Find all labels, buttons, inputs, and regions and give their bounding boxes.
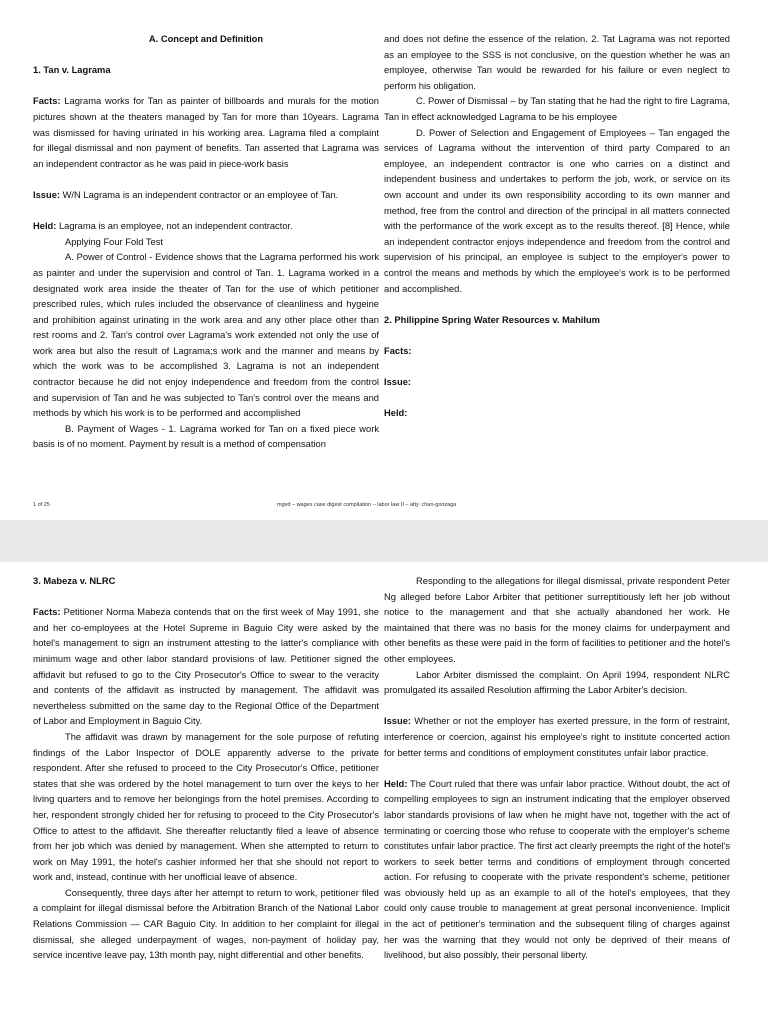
facts-paragraph (33, 605, 379, 730)
issue-text: W/N Lagrama is an independent contractor or an employee of Tan. (60, 189, 339, 200)
continued-paragraph: and does not define the essence of the relation. 2. Tat Lagrama was not reported as an employee to the SSS is not conclusive, on the question whether he was an employee, otherwise Tan would be rewarded for his failure or even neglect to perform his obligation. (384, 34, 730, 91)
footer-text: mgvd – wages case digest compilation – labor law II – atty. chan-gonzaga (277, 502, 457, 508)
arbiter-paragraph: Labor Arbiter dismissed the complaint. On April 1994, respondent NLRC promulgated its assailed Resolution affirming the Labor Arbiter's decision. (384, 669, 730, 696)
held-label: Held: (384, 778, 408, 789)
held-text: Lagrama is an employee, not an independent contractor. (56, 221, 293, 232)
issue-paragraph (33, 188, 379, 204)
power-of-dismissal-paragraph: C. Power of Dismissal – by Tan stating that he had the right to fire Lagrama, Tan in effect acknowledged Lagrama to be his employee (384, 96, 730, 122)
case-title: 3. Mabeza v. NLRC (33, 576, 116, 586)
power-of-control-paragraph: A. Power of Control - Evidence shows that the Lagrama performed his work as painter and under the supervision and control of Tan. 1. Lagrama worked in a designated work area inside the theater of Tan for the use of which petitioner prescribed rules, which rules included the observance of cleanliness and hygeine and prohibition against urinating in the work area and any other place other than rest rooms and 2. Tan's control over Lagrama's work extended not only the use of work area but also the result of Lagrama;s work and the manner and means by which the work was to be accomplished 3. Lagrama is not an independent contractor because he did not enjoy independence and freedom from the control and supervision of Tan and he was subjected to Tan's control over the means and methods by which his work is to be performed and accomplished (33, 252, 379, 419)
facts-label: Facts: (384, 345, 412, 356)
page-number: 1 of 25 (33, 502, 50, 508)
issue-text: Whether or not the employer has exerted pressure, in the form of restraint, interference or coercion, against his employee's right to institute concerted action for better terms and conditions of employment constitutes unfair labor practice. (384, 716, 730, 758)
held-label: Held: (384, 408, 408, 419)
facts-label: Facts: (33, 607, 61, 618)
complaint-paragraph: Consequently, three days after her attempt to return to work, petitioner filed a complaint for illegal dismissal before the Arbitration Branch of the National Labor Relations Commission — CAR Baguio City. In addition to her complaint for illegal dismissal, she alleged underpayment of wages, non-payment of holiday pay, service incentive leave pay, 13th month pay, night differential and other benefits. (33, 887, 379, 961)
held-label: Held: (33, 221, 57, 232)
issue-paragraph (384, 714, 730, 761)
case-title: 2. Philippine Spring Water Resources v. Mahilum (384, 314, 600, 325)
held-paragraph (33, 219, 379, 235)
payment-of-wages-paragraph: B. Payment of Wages - 1. Lagrama worked for Tan on a fixed piece work basis is of no moment. Payment by result is a method of compensation (33, 423, 379, 450)
power-of-selection-paragraph: D. Power of Selection and Engagement of Employees – Tan engaged the services of Lagrama without the intervention of third party Compared to an employee, an independent contractor is one who carries on a distinct and independent business and undertakes to perform the job, work, or service on its own account and under its own responsibility according to its own manner and method, free from the control and direction of the principal in all matters connected with the performance of the work except as to the results thereof. [8] Hence, while an independent contractor enjoys independence and freedom from the control and supervision of his principal, an employee is subject to the employer's power to control the means and methods by which the employee's work is to be performed and accomplished. (384, 127, 730, 294)
page1-left-column (33, 32, 379, 453)
issue-label: Issue: (384, 377, 412, 388)
case-title: 1. Tan v. Lagrama (33, 65, 111, 76)
test-heading: Applying Four Fold Test (65, 236, 163, 247)
facts-paragraph (33, 94, 379, 172)
held-paragraph (384, 777, 730, 964)
held-text: The Court ruled that there was unfair labor practice. Without doubt, the act of compelling employees to sign an instrument indicating that the employer observed labor standards provisions of law when he might have not, together with the act of terminating or coercing those who refuse to cooperate with the employer's scheme constitutes unfair labor practice. The first act clearly preempts the right of the hotel's workers to seek better terms and conditions of employment through concerted action. For refusing to cooperate with the private respondent's scheme, petitioner was obviously held up as an example to all of the hotel's employees, that they could only cause trouble to management at great personal inconvenience. Implicit in the act of petitioner's termination and the subsequent filing of charges against her was the warning that they would not only be deprived of their means of livelihood, but also possibly, their personal liberty. (384, 778, 730, 961)
page-footer (33, 502, 733, 510)
page2-left-column (33, 574, 379, 964)
issue-label: Issue: (33, 189, 61, 200)
response-paragraph: Responding to the allegations for illegal dismissal, private respondent Peter Ng alleged before Labor Arbiter that petitioner surreptitiously left her job without notice to the management and that she actually abandoned her work. He maintained that there was no basis for the money claims for underpayment and other benefits as these were paid in the form of facilities to petitioner and the hotel's other employees. (384, 576, 730, 664)
section-heading: A. Concept and Definition (148, 34, 264, 44)
page1-right-column (384, 32, 730, 422)
affidavit-paragraph: The affidavit was drawn by management for the sole purpose of refuting findings of the Labor Inspector of DOLE apparently adverse to the private respondent. After she refused to proceed to the City Prosecutor's Office, petitioner states that she was ordered by the hotel management to turn over the keys to her living quarters and to remove her belongings from the hotel premises. According to her, respondent strongly chided her for refusing to proceed to the City Prosecutor's Office to attest to the affidavit. She thereafter reluctantly filed a leave of absence from her job which was denied by management. When she attempted to return to work on May 1991, the hotel's cashier informed her that she should not report to work and, instead, continue with her unofficial leave of absence. (33, 731, 379, 883)
facts-text: Petitioner Norma Mabeza contends that on the first week of May 1991, she and her co-employees at the Hotel Supreme in Baguio City were asked by the hotel's management to sign an instrument attesting to the latter's compliance with minimum wage and other labor standard provisions of law. Petitioner signed the affidavit but refused to go to the City Prosecutor's Office to swear to the veracity and contents of the affidavit as instructed by management. The affidavit was nevertheless submitted on the same day to the Regional Office of the Department of Labor and Employment in Baguio City. (33, 607, 379, 727)
facts-text: Lagrama works for Tan as painter of billboards and murals for the motion pictures shown at the theaters managed by Tan for more than 10years. Lagrama was dismissed for having urinated in his working area. Lagrama filed a complaint for illegal dismissal and non payment of benefits. Tan asserted that Lagrama was an independent contractor as he was paid in piece-work basis (33, 96, 379, 169)
facts-label: Facts: (33, 96, 61, 107)
issue-label: Issue: (384, 716, 412, 727)
page2-right-column (384, 574, 730, 964)
